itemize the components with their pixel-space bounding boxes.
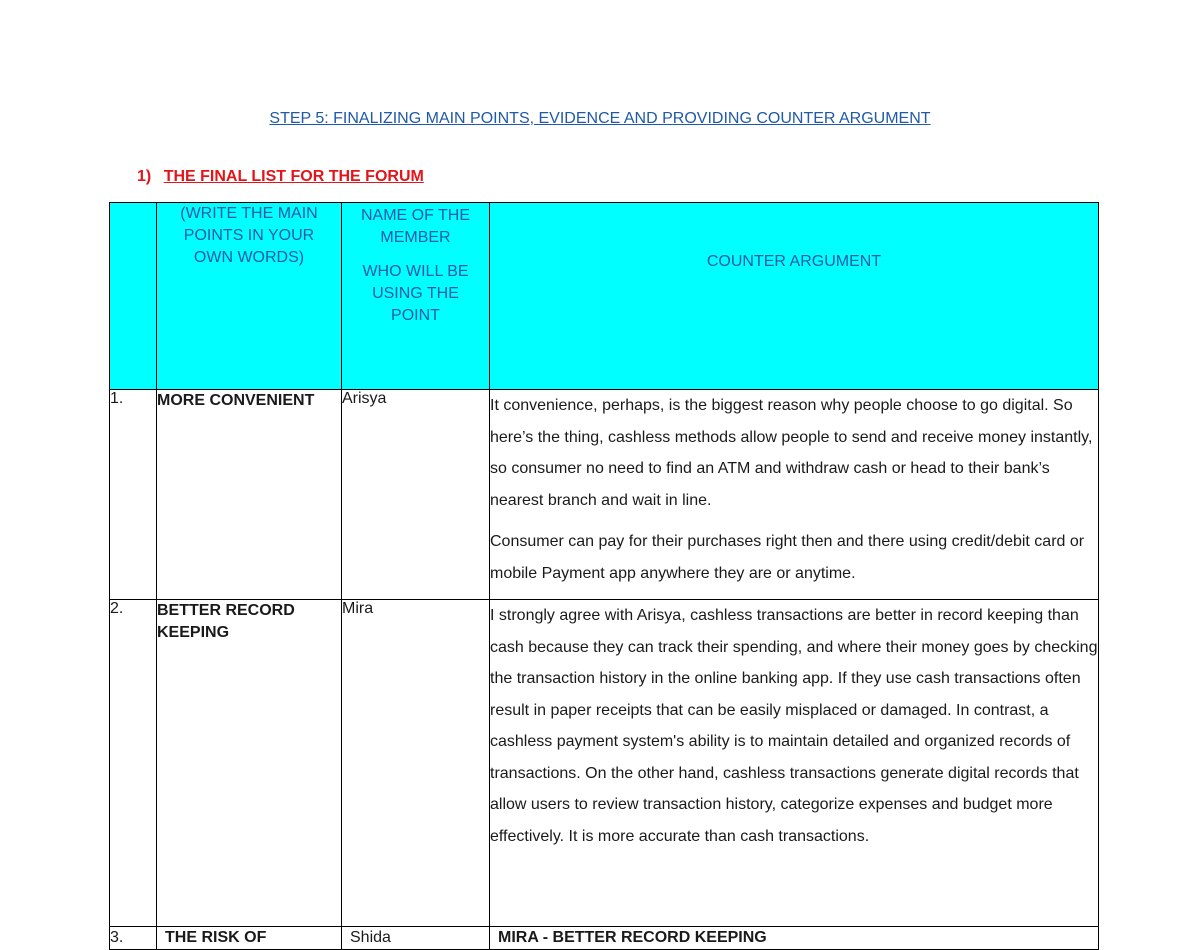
section-heading: [137, 168, 424, 186]
counter-paragraph: Consumer can pay for their purchases right then and there using credit/debit card or mobile Payment app anywhere they are or anytime.: [490, 533, 1085, 582]
counter-paragraph: It convenience, perhaps, is the biggest reason why people choose to go digital. So here’s the thing, cashless methods allow people to send and receive money instantly, so consumer no need to find an ATM and withdraw cash or head to their bank’s nearest branch and wait in line.: [490, 397, 1093, 509]
table-row: [110, 927, 1099, 950]
table-row: [110, 600, 1099, 927]
row-counter: MIRA - BETTER RECORD KEEPING: [490, 927, 1099, 950]
row-point: MORE CONVENIENT: [157, 390, 342, 600]
table-row: [110, 390, 1099, 600]
row-number: 3.: [110, 927, 157, 950]
header-member-line2: WHO WILL BE USING THE POINT: [362, 263, 469, 324]
row-point: BETTER RECORD KEEPING: [157, 600, 342, 927]
header-counter-argument: COUNTER ARGUMENT: [490, 203, 1099, 390]
row-member: Mira: [342, 600, 490, 927]
header-member: [342, 203, 490, 390]
row-counter: [490, 390, 1099, 600]
forum-table: [109, 202, 1099, 950]
row-number: 1.: [110, 390, 157, 600]
counter-paragraph: I strongly agree with Arisya, cashless transactions are better in record keeping than cash because they can track their spending, and where their money goes by checking the transaction history in the online banking app. If they use cash transactions often result in paper receipts that can be easily misplaced or damaged. In contrast, a cashless payment system's ability is to maintain detailed and organized records of transactions. On the other hand, cashless transactions generate digital records that allow users to review transaction history, categorize expenses and budget more effectively. It is more accurate than cash transactions.: [490, 607, 1098, 845]
header-number: [110, 203, 157, 390]
row-member: Shida: [342, 927, 490, 950]
table-header-row: [110, 203, 1099, 390]
section-number: 1): [137, 168, 152, 185]
header-member-line1: NAME OF THE MEMBER: [360, 207, 471, 246]
row-number: 2.: [110, 600, 157, 927]
section-title: THE FINAL LIST FOR THE FORUM: [163, 168, 424, 185]
row-counter: [490, 600, 1099, 927]
row-point: THE RISK OF: [157, 927, 342, 950]
header-main-points: (WRITE THE MAIN POINTS IN YOUR OWN WORDS): [157, 203, 342, 390]
page-title: STEP 5: FINALIZING MAIN POINTS, EVIDENCE AND PROVIDING COUNTER ARGUMENT: [269, 110, 931, 127]
row-member: Arisya: [342, 390, 490, 600]
